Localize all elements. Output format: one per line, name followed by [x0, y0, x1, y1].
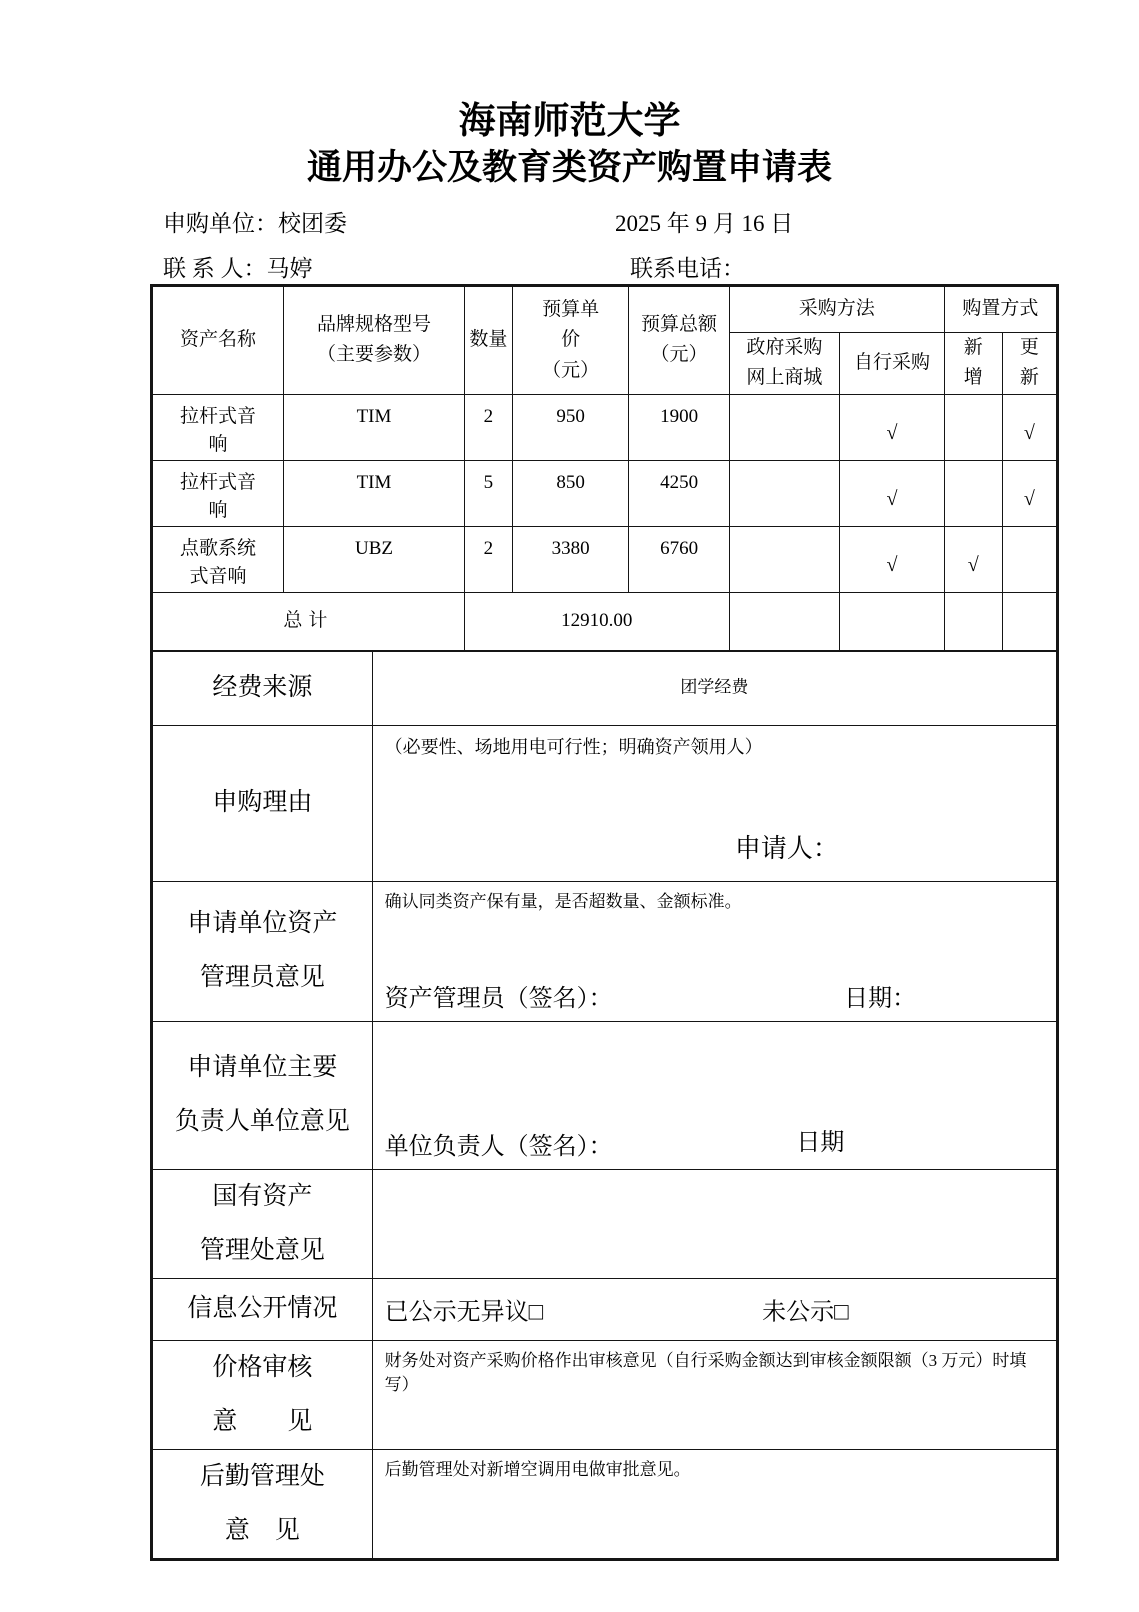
purchase-reason-note: （必要性、场地用电可行性；明确资产领用人）: [384, 736, 763, 757]
logistics-note: 后勤管理处对新增空调用电做审批意见。: [384, 1459, 691, 1479]
cell-unit-price: 850: [512, 460, 629, 526]
price-review-content: [372, 1340, 1056, 1449]
asset-manager-content: [372, 881, 1056, 1021]
cell-qty: 5: [464, 460, 512, 526]
header-brand-spec: 品牌规格型号 （主要参数）: [284, 287, 465, 395]
funding-source-value: 团学经费: [680, 677, 749, 697]
asset-row: [153, 394, 1057, 460]
total-amount: 12910.00: [464, 592, 729, 650]
section-logistics-opinion: [153, 1449, 1057, 1558]
price-review-note: 财务处对资产采购价格作出审核意见（自行采购金额达到审核金额限额（3 万元）时填写）: [384, 1350, 1027, 1395]
cell-unit-price: 950: [512, 394, 629, 460]
header-self-procurement: 自行采购: [840, 333, 945, 395]
contact-phone-label: 联系电话：: [630, 256, 745, 281]
cell-total: 6760: [629, 526, 729, 592]
total-self-cell: [840, 592, 945, 650]
purchasing-unit-value: 校团委: [278, 211, 347, 236]
purchase-reason-label: 申购理由: [153, 725, 373, 881]
disclosure-label: 信息公开情况: [153, 1278, 373, 1340]
section-unit-leader-opinion: [153, 1021, 1057, 1169]
section-purchase-reason: [153, 725, 1057, 881]
asset-manager-date-label: 日期：: [844, 985, 917, 1012]
asset-manager-sign-label: 资产管理员（签名）：: [384, 985, 613, 1012]
funding-source-content: [372, 651, 1056, 725]
cell-new-check: √: [944, 526, 1002, 592]
header-budget-total: 预算总额 （元）: [629, 287, 729, 395]
total-gov-cell: [729, 592, 839, 650]
header-unit-price: 预算单价 （元）: [512, 287, 629, 395]
state-assets-content: [372, 1169, 1056, 1278]
section-asset-manager-opinion: [153, 881, 1057, 1021]
purchasing-unit-label: 申购单位：: [163, 211, 278, 236]
cell-new-check: [944, 460, 1002, 526]
cell-update-check: √: [1002, 394, 1056, 460]
purchasing-unit: [163, 205, 347, 238]
header-purchase-mode: 购置方式: [944, 287, 1056, 333]
section-information-disclosure: [153, 1278, 1057, 1340]
cell-brand: TIM: [284, 460, 465, 526]
disclosure-content: [372, 1278, 1056, 1340]
header-new-add: 新增: [944, 333, 1002, 395]
asset-table: [152, 286, 1057, 651]
asset-manager-label: 申请单位资产 管理员意见: [153, 881, 373, 1021]
header-gov-procurement: 政府采购网上商城: [729, 333, 839, 395]
unit-leader-content: [372, 1021, 1056, 1169]
contact-person-value: 马婷: [266, 256, 313, 281]
approval-sections: [152, 651, 1057, 1559]
total-new-cell: [944, 592, 1002, 650]
page-title: 海南师范大学: [458, 100, 681, 141]
cell-new-check: [944, 394, 1002, 460]
disclosure-option-unpublished: 未公示□: [762, 1299, 849, 1326]
cell-gov-check: [729, 394, 839, 460]
cell-total: 1900: [629, 394, 729, 460]
header-quantity: 数量: [464, 287, 512, 395]
page-subtitle: 通用办公及教育类资产购置申请表: [306, 148, 832, 187]
funding-source-label: 经费来源: [153, 651, 373, 725]
contact-person: [163, 250, 313, 283]
unit-leader-sign-label: 单位负责人（签名）：: [384, 1133, 613, 1160]
header-asset-name: 资产名称: [153, 287, 284, 395]
state-assets-label: 国有资产 管理处意见: [153, 1169, 373, 1278]
total-row: [153, 592, 1057, 650]
cell-asset-name: 拉杆式音响: [153, 394, 284, 460]
cell-self-check: √: [840, 394, 945, 460]
section-state-assets-opinion: [153, 1169, 1057, 1278]
price-review-label: 价格审核 意 见: [153, 1340, 373, 1449]
section-funding-source: [153, 651, 1057, 725]
asset-row: [153, 526, 1057, 592]
cell-asset-name: 点歌系统式音响: [153, 526, 284, 592]
section-price-review-opinion: [153, 1340, 1057, 1449]
cell-update-check: √: [1002, 460, 1056, 526]
applicant-sign-label: 申请人：: [734, 833, 839, 863]
cell-gov-check: [729, 526, 839, 592]
total-label: 总计: [153, 592, 465, 650]
logistics-content: [372, 1449, 1056, 1558]
cell-self-check: √: [840, 460, 945, 526]
cell-self-check: √: [840, 526, 945, 592]
cell-total: 4250: [629, 460, 729, 526]
header-procurement-method: 采购方法: [729, 287, 944, 333]
cell-brand: UBZ: [284, 526, 465, 592]
asset-row: [153, 460, 1057, 526]
contact-person-label: 联 系 人：: [163, 256, 267, 281]
unit-leader-date-label: 日期: [796, 1129, 845, 1156]
form-date: 2025 年 9 月 16 日: [615, 211, 794, 236]
purchase-reason-content: [372, 725, 1056, 881]
header-update: 更新: [1002, 333, 1056, 395]
cell-brand: TIM: [284, 394, 465, 460]
total-update-cell: [1002, 592, 1056, 650]
asset-manager-note: 确认同类资产保有量，是否超数量、金额标准。: [384, 891, 742, 911]
logistics-label: 后勤管理处 意 见: [153, 1449, 373, 1558]
unit-leader-label: 申请单位主要 负责人单位意见: [153, 1021, 373, 1169]
application-form: [150, 284, 1059, 1561]
cell-update-check: [1002, 526, 1056, 592]
cell-asset-name: 拉杆式音响: [153, 460, 284, 526]
cell-qty: 2: [464, 394, 512, 460]
cell-unit-price: 3380: [512, 526, 629, 592]
cell-qty: 2: [464, 526, 512, 592]
cell-gov-check: [729, 460, 839, 526]
disclosure-option-published: 已公示无异议□: [384, 1299, 544, 1326]
